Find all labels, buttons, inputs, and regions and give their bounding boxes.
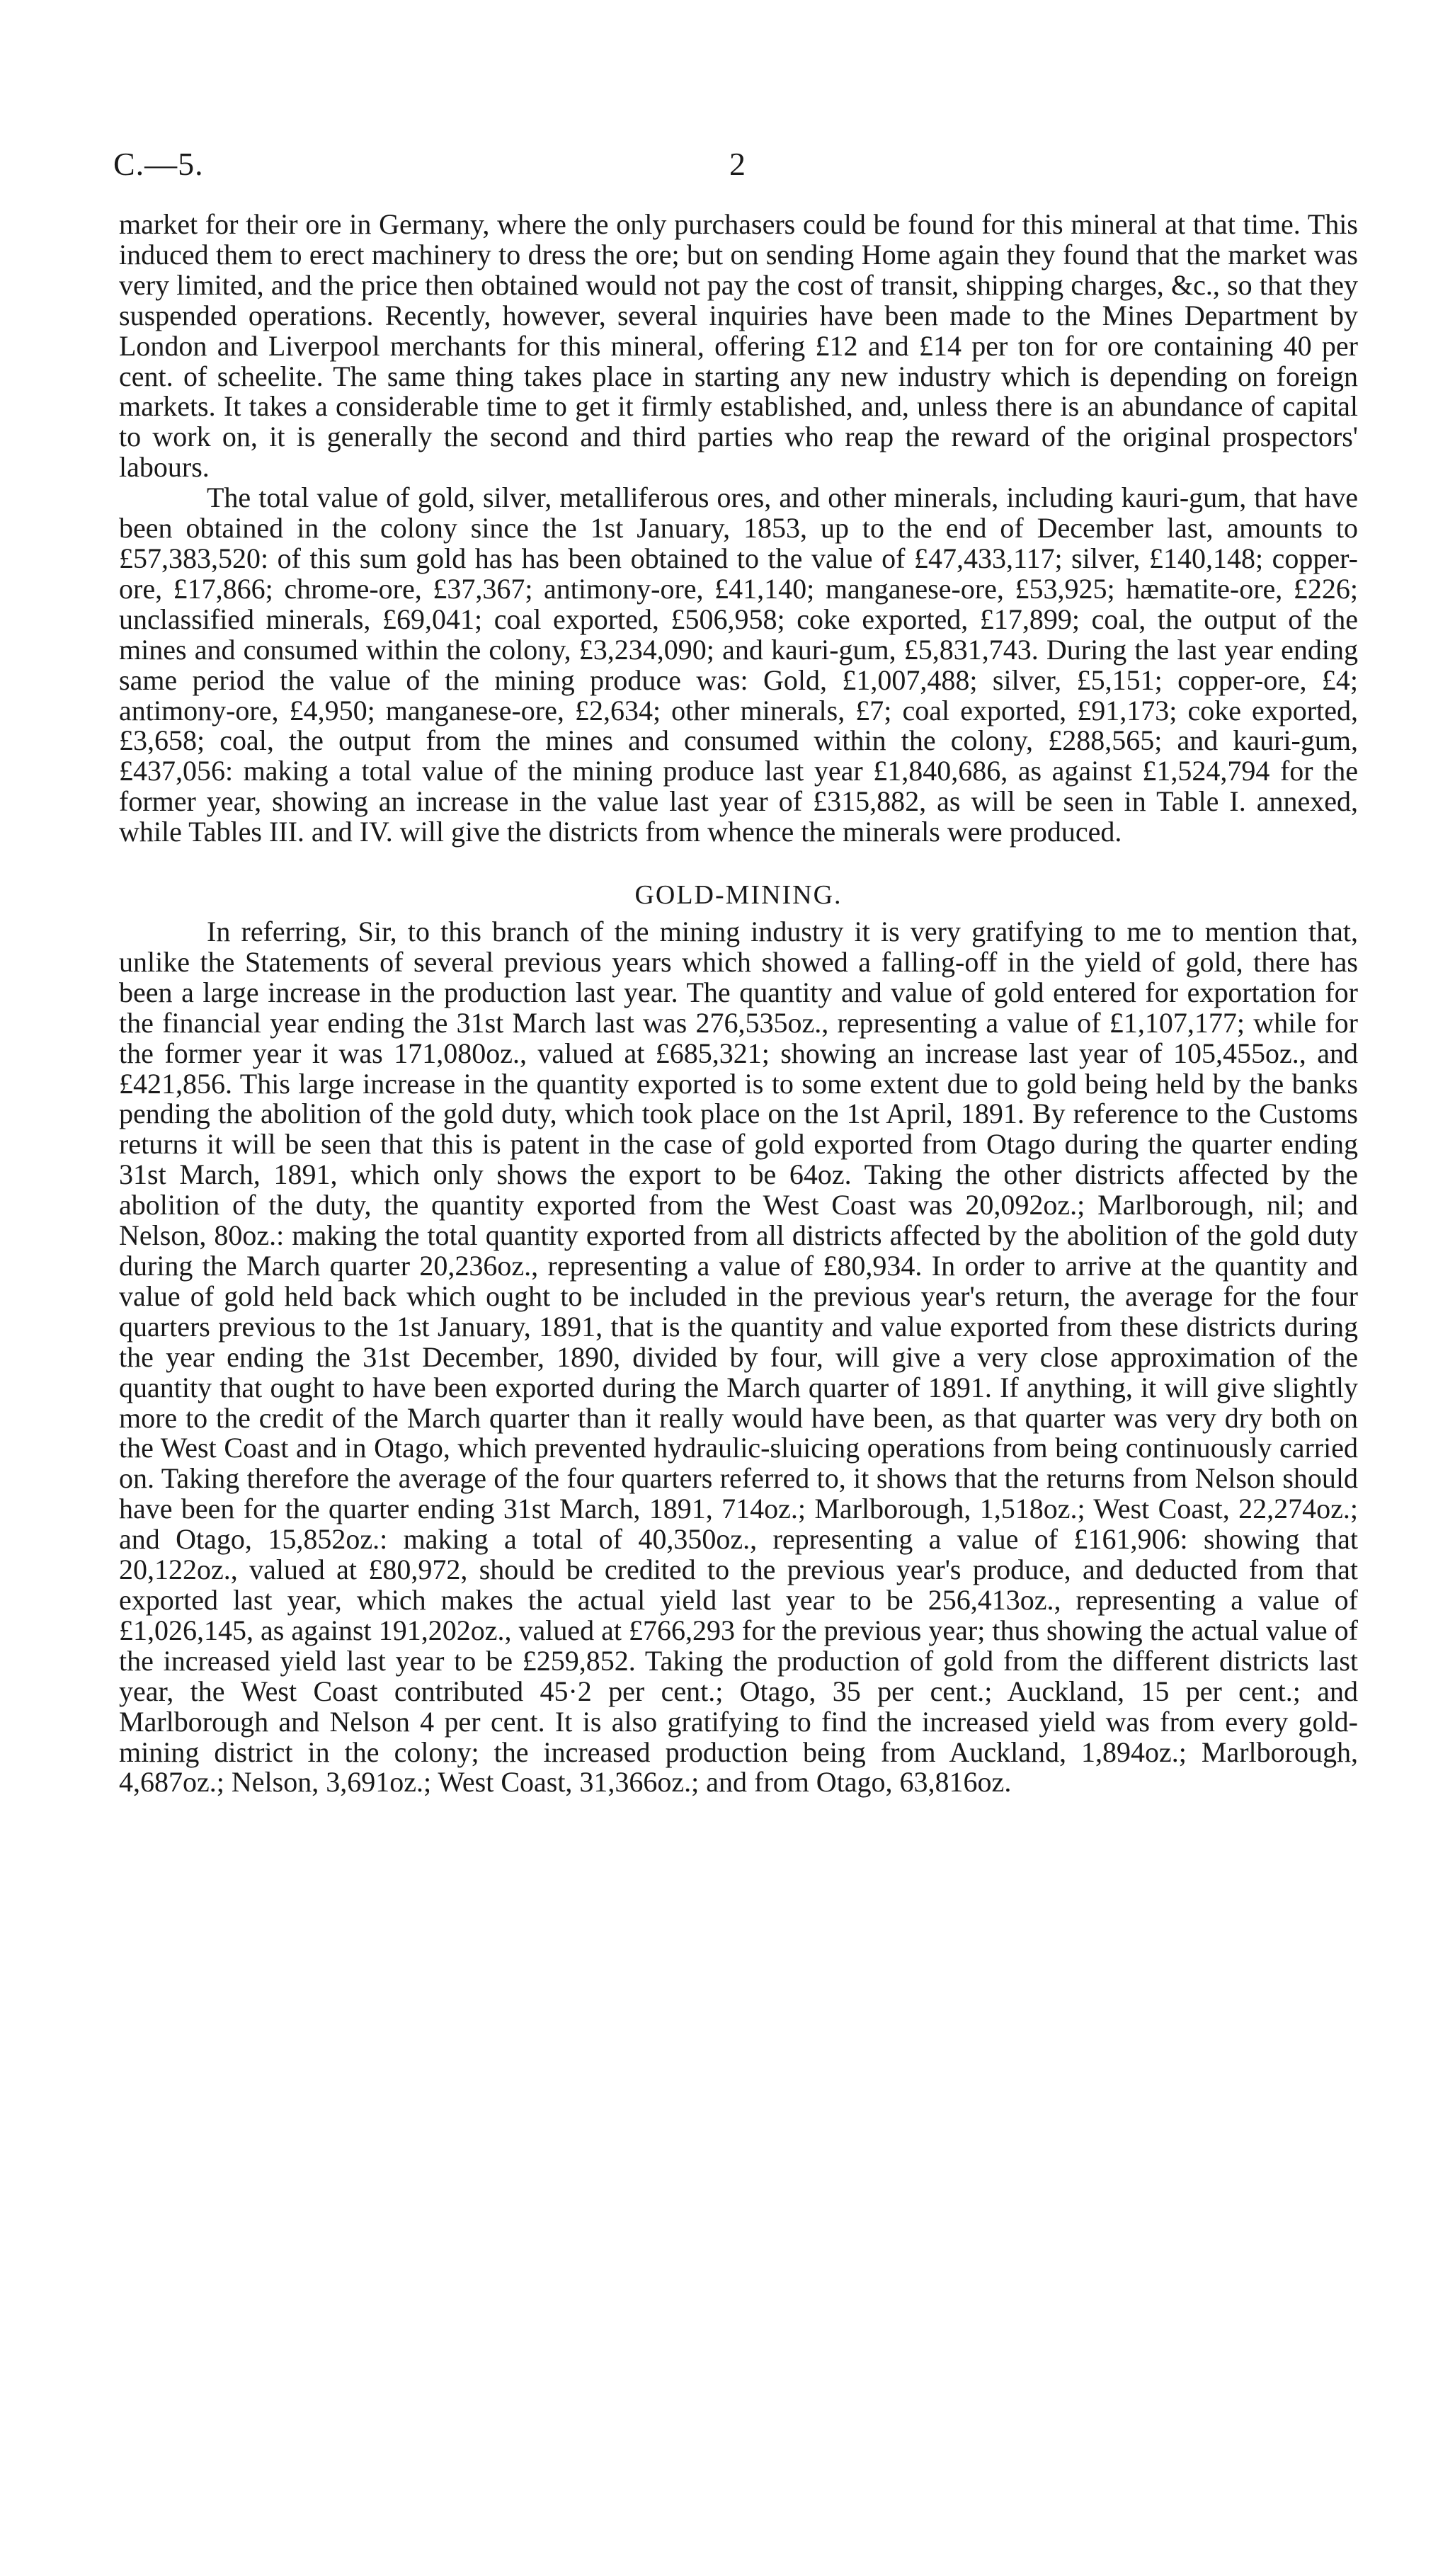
paragraph-mineral-totals: The total value of gold, silver, metalliferous ores, and other minerals, including kauri-gum, that have been obtained in the colony since the 1st January, 1853, up to the end of December last, amounts to £57,383,520: of this sum gold has has been obtained to the value of £47,433,117; silver, £140,148; copper-ore, £17,866; chrome-ore, £37,367; antimony-ore, £41,140; manganese-ore, £53,925; hæmatite-ore, £226; unclassified minerals, £69,041; coal exported, £506,958; coke exported, £17,899; coal, the output of the mines and consumed within the colony, £3,234,090; and kauri-gum, £5,831,743. During the last year ending same period the value of the mining produce was: Gold, £1,007,488; silver, £5,151; copper-ore, £4; antimony-ore, £4,950; manganese-ore, £2,634; other minerals, £7; coal exported, £91,173; coke exported, £3,658; coal, the output from the mines and consumed within the colony, £288,565; and kauri-gum, £437,056: making a total value of the mining produce last year £1,840,686, as against £1,524,794 for the former year, showing an increase in the value last year of £315,882, as will be seen in Table I. annexed, while Tables III. and IV. will give the districts from whence the minerals were produced. bbox=[119, 481, 1358, 848]
section-heading-gold-mining: GOLD-MINING. bbox=[634, 880, 843, 911]
page-header bbox=[113, 145, 1359, 188]
paragraph-scheelite-market: market for their ore in Germany, where the only purchasers could be found for this mineral at that time. This induced them to erect machinery to dress the ore; but on sending Home again they found that the market was very limited, and the price then obtained would not pay the cost of transit, shipping charges, &c., so that they suspended operations. Recently, however, several inquiries have been made to the Mines Department by London and Liverpool merchants for this mineral, offering £12 and £14 per ton for ore containing 40 per cent. of scheelite. The same thing takes place in starting any new industry which is depending on foreign markets. It takes a considerable time to get it firmly established, and, unless there is an abundance of capital to work on, it is generally the second and third parties who reap the reward of the original prospectors' labours. bbox=[119, 208, 1358, 484]
paragraph-gold-mining: In referring, Sir, to this branch of the mining industry it is very gratifying to me to mention that, unlike the Statements of several previous years which showed a falling-off in the yield of gold, there has been a large increase in the production last year. The quantity and value of gold entered for exportation for the financial year ending the 31st March last was 276,535oz., representing a value of £1,107,177; while for the former year it was 171,080oz., valued at £685,321; showing an increase last year of 105,455oz., and £421,856. This large increase in the quantity exported is to some extent due to gold being held by the banks pending the abolition of the gold duty, which took place on the 1st April, 1891. By reference to the Customs returns it will be seen that this is patent in the case of gold exported from Otago during the quarter ending 31st March, 1891, which only shows the export to be 64oz. Taking the other districts affected by the abolition of the duty, the quantity exported from the West Coast was 20,092oz.; Marlborough, nil; and Nelson, 80oz.: making the total quantity exported from all districts affected by the abolition of the gold duty during the March quarter 20,236oz., representing a value of £80,934. In order to arrive at the quantity and value of gold held back which ought to be included in the previous year's return, the average for the four quarters previous to the 1st January, 1891, that is the quantity and value exported from these districts during the year ending the 31st December, 1890, divided by four, will give a very close approximation of the quantity that ought to have been exported during the March quarter of 1891. If anything, it will give slightly more to the credit of the March quarter than it really would have been, as that quarter was very dry both on the West Coast and in Otago, which prevented hydraulic-sluicing operations from being continuously carried on. Taking therefore the average of the four quarters referred to, it shows that the returns from Nelson should have been for the quarter ending 31st March, 1891, 714oz.; Marlborough, 1,518oz.; West Coast, 22,274oz.; and Otago, 15,852oz.: making a total of 40,350oz., representing a value of £161,906: showing that 20,122oz., valued at £80,972, should be credited to the previous year's produce, and deducted from that exported last year, which makes the actual yield last year to be 256,413oz., representing a value of £1,026,145, as against 191,202oz., valued at £766,293 for the previous year; thus showing the actual value of the increased yield last year to be £259,852. Taking the production of gold from the different districts last year, the West Coast contributed 45·2 per cent.; Otago, 35 per cent.; Auckland, 15 per cent.; and Marlborough and Nelson 4 per cent. It is also gratifying to find the increased yield was from every gold-mining district in the colony; the increased production being from Auckland, 1,894oz.; Marlborough, 4,687oz.; Nelson, 3,691oz.; West Coast, 31,366oz.; and from Otago, 63,816oz. bbox=[119, 916, 1358, 1799]
page-body bbox=[119, 210, 1358, 1798]
page-number: 2 bbox=[729, 146, 746, 182]
document-reference: C.—5. bbox=[113, 146, 204, 182]
